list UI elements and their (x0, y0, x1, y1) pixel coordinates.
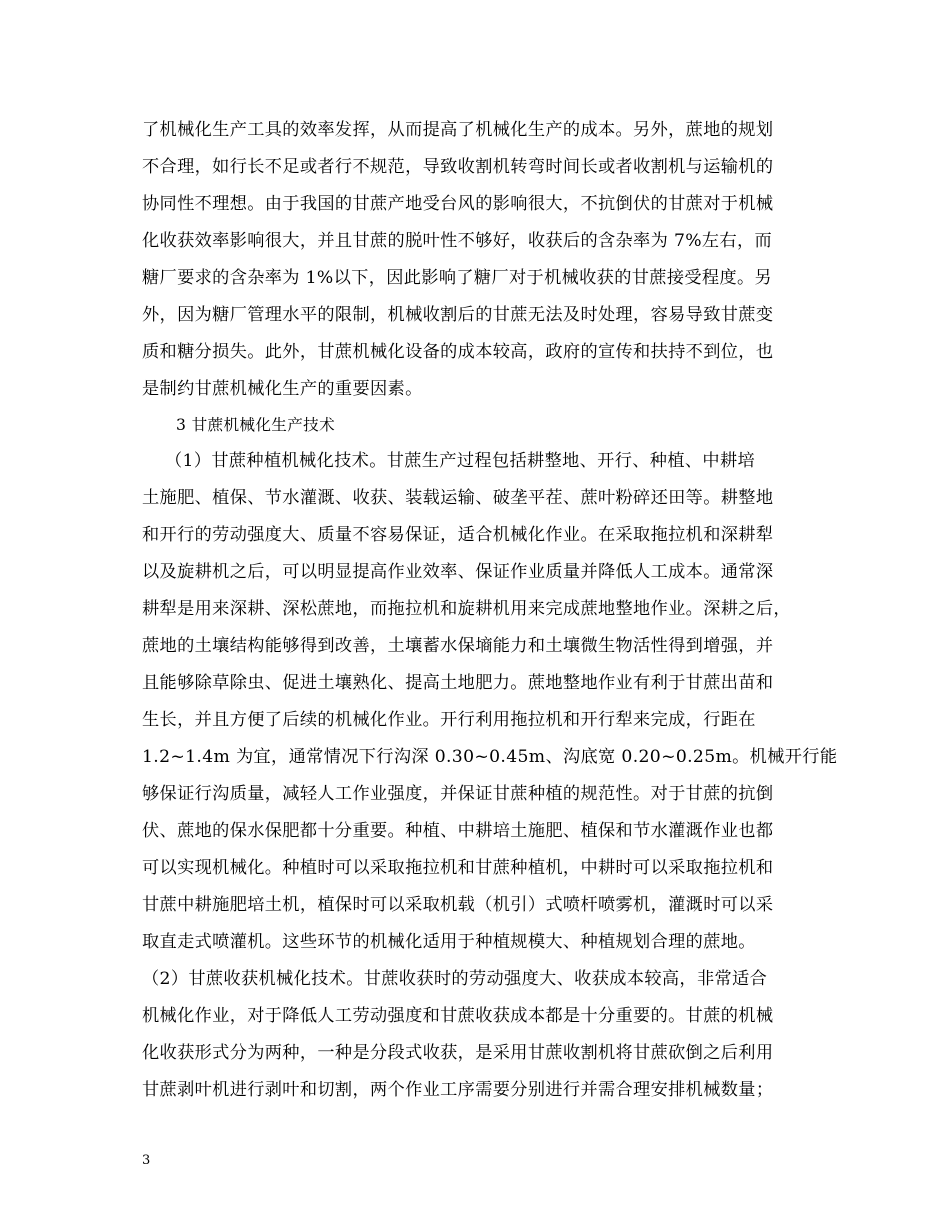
paragraph-line: 机械化作业，对于降低人工劳动强度和甘蔗收获成本都是十分重要的。甘蔗的机械 (142, 1006, 774, 1026)
paragraph-line: 和开行的劳动强度大、质量不容易保证，适合机械化作业。在采取拖拉机和深耕犁 (142, 525, 774, 545)
paragraph-line: 糖厂要求的含杂率为 1%以下，因此影响了糖厂对于机械收获的甘蔗接受程度。另 (142, 268, 773, 288)
paragraph-line: （1）甘蔗种植机械化技术。甘蔗生产过程包括耕整地、开行、种植、中耕培 (165, 451, 756, 471)
paragraph-line: 够保证行沟质量，减轻人工作业强度，并保证甘蔗种植的规范性。对于甘蔗的抗倒 (142, 784, 774, 804)
paragraph-line: 甘蔗中耕施肥培土机，植保时可以采取机载（机引）式喷杆喷雾机，灌溉时可以采 (142, 895, 774, 915)
paragraph-line: 伏、蔗地的保水保肥都十分重要。种植、中耕培土施肥、植保和节水灌溉作业也都 (142, 821, 774, 841)
paragraph-line: 1.2~1.4m 为宜，通常情况下行沟深 0.30~0.45m、沟底宽 0.20~0.25m。机械开行能 (142, 747, 838, 767)
paragraph-line: 蔗地的土壤结构能够得到改善，土壤蓄水保墒能力和土壤微生物活性得到增强，并 (142, 636, 774, 656)
page-number: 3 (142, 1153, 151, 1168)
paragraph-line: 且能够除草除虫、促进土壤熟化、提高土地肥力。蔗地整地作业有利于甘蔗出苗和 (142, 673, 774, 693)
paragraph-line: 是制约甘蔗机械化生产的重要因素。 (142, 379, 423, 399)
paragraph-line: 以及旋耕机之后，可以明显提高作业效率、保证作业质量并降低人工成本。通常深 (142, 562, 774, 582)
paragraph-line: 耕犁是用来深耕、深松蔗地，而拖拉机和旋耕机用来完成蔗地整地作业。深耕之后， (142, 599, 791, 619)
paragraph-line: 生长，并且方便了后续的机械化作业。开行利用拖拉机和开行犁来完成，行距在 (142, 710, 756, 730)
paragraph-line: 协同性不理想。由于我国的甘蔗产地受台风的影响很大，不抗倒伏的甘蔗对于机械 (142, 194, 774, 214)
paragraph-line: 化收获效率影响很大，并且甘蔗的脱叶性不够好，收获后的含杂率为 7%左右，而 (142, 231, 773, 251)
paragraph-line: 甘蔗剥叶机进行剥叶和切割，两个作业工序需要分别进行并需合理安排机械数量； (142, 1080, 774, 1100)
paragraph-line: 不合理，如行长不足或者行不规范，导致收割机转弯时间长或者收割机与运输机的 (142, 157, 774, 177)
paragraph-line: 了机械化生产工具的效率发挥，从而提高了机械化生产的成本。另外，蔗地的规划 (142, 120, 774, 140)
paragraph-line: （2）甘蔗收获机械化技术。甘蔗收获时的劳动强度大、收获成本较高，非常适合 (142, 969, 768, 989)
paragraph-line: 化收获形式分为两种，一种是分段式收获，是采用甘蔗收割机将甘蔗砍倒之后利用 (142, 1043, 774, 1063)
paragraph-line: 外，因为糖厂管理水平的限制，机械收割后的甘蔗无法及时处理，容易导致甘蔗变 (142, 305, 774, 325)
paragraph-line: 土施肥、植保、节水灌溉、收获、装载运输、破垄平茬、蔗叶粉碎还田等。耕整地 (142, 488, 774, 508)
paragraph-line: 取直走式喷灌机。这些环节的机械化适用于种植规模大、种植规划合理的蔗地。 (142, 932, 756, 952)
paragraph-line: 质和糖分损失。此外，甘蔗机械化设备的成本较高，政府的宣传和扶持不到位，也 (142, 342, 774, 362)
paragraph-line: 可以实现机械化。种植时可以采取拖拉机和甘蔗种植机，中耕时可以采取拖拉机和 (142, 858, 774, 878)
section-heading: 3 甘蔗机械化生产技术 (176, 416, 336, 434)
